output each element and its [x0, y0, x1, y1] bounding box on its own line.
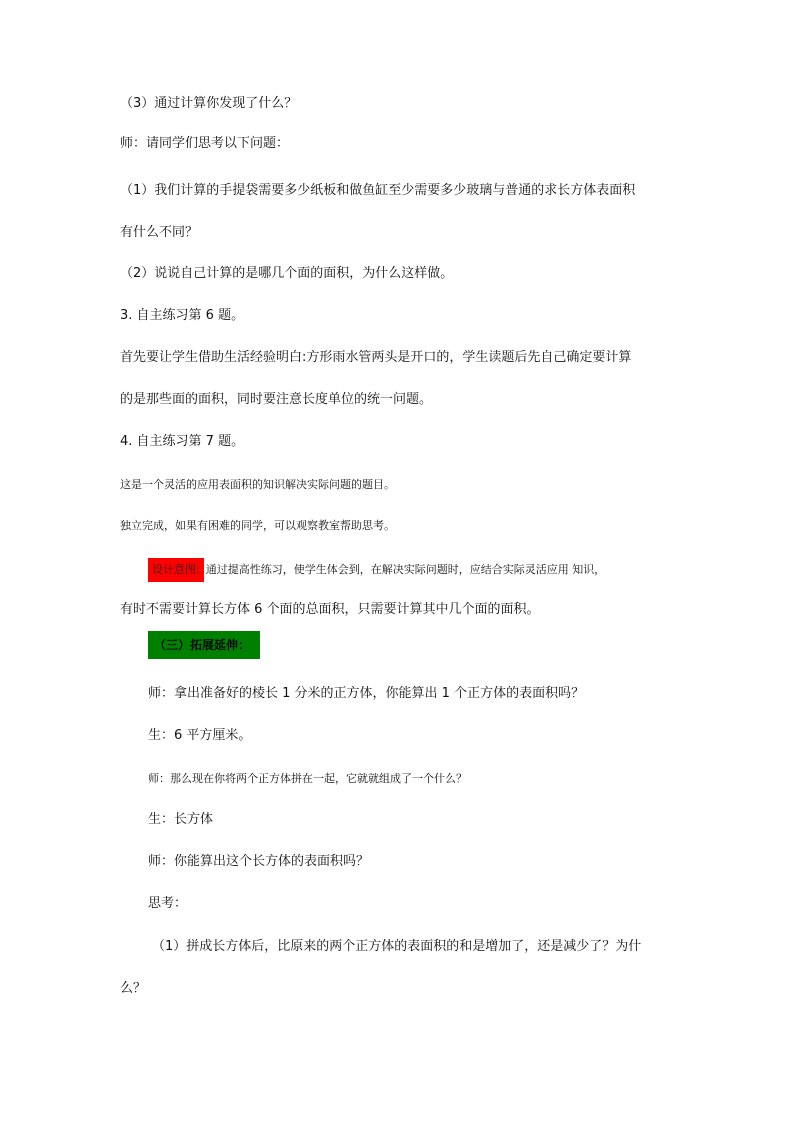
- teacher-line-1: 师：拿出准备好的棱长 1 分米的正方体，你能算出 1 个正方体的表面积吗？: [148, 686, 585, 701]
- teacher-prompt: 师：请同学们思考以下问题：: [120, 136, 290, 151]
- exercise-7-line-1: 这是一个灵活的应用表面积的知识解决实际问题的题目。: [120, 478, 395, 491]
- exercise-6-line-1: 首先要让学生借助生活经验明白:方形雨水管两头是开口的，学生读题后先自己确定要计算: [120, 350, 632, 365]
- teacher-line-2: 师：那么现在你将两个正方体拼在一起，它就就组成了一个什么？: [148, 772, 467, 785]
- exercise-6-title: 3. 自主练习第 6 题。: [120, 308, 245, 323]
- question-2: （2）说说自己计算的是哪几个面的面积，为什么这样做。: [120, 266, 454, 281]
- design-intent-text: 通过提高性练习，使学生体会到，在解决实际问题时，应结合实际灵活应用 知识，: [205, 563, 606, 576]
- teacher-line-3: 师：你能算出这个长方体的表面积吗？: [148, 854, 370, 869]
- student-line-2: 生：长方体: [148, 812, 214, 827]
- student-line-1: 生：6 平方厘米。: [148, 728, 252, 743]
- extension-heading: （三）拓展延伸：: [148, 631, 260, 659]
- exercise-7-title: 4. 自主练习第 7 题。: [120, 434, 245, 449]
- exercise-6-line-2: 的是那些面的面积，同时要注意长度单位的统一问题。: [120, 392, 433, 407]
- think-question-1-line-1: （1）拼成长方体后，比原来的两个正方体的表面积的和是增加了，还是减少了？为什: [152, 939, 642, 954]
- design-intent-label: 设计意图:: [148, 558, 204, 582]
- design-intent-line-1: [148, 558, 605, 582]
- design-intent-line-2: 有时不需要计算长方体 6 个面的总面积，只需要计算其中几个面的面积。: [120, 602, 540, 617]
- think-label: 思考：: [148, 896, 188, 911]
- question-3: （3）通过计算你发现了什么？: [120, 96, 298, 111]
- question-1-line-2: 有什么不同？: [120, 225, 199, 240]
- question-1-line-1: （1）我们计算的手提袋需要多少纸板和做鱼缸至少需要多少玻璃与普通的求长方体表面积: [120, 183, 636, 198]
- think-question-1-line-2: 么？: [120, 981, 147, 996]
- exercise-7-line-2: 独立完成，如果有困难的同学，可以观察教室帮助思考。: [120, 519, 395, 532]
